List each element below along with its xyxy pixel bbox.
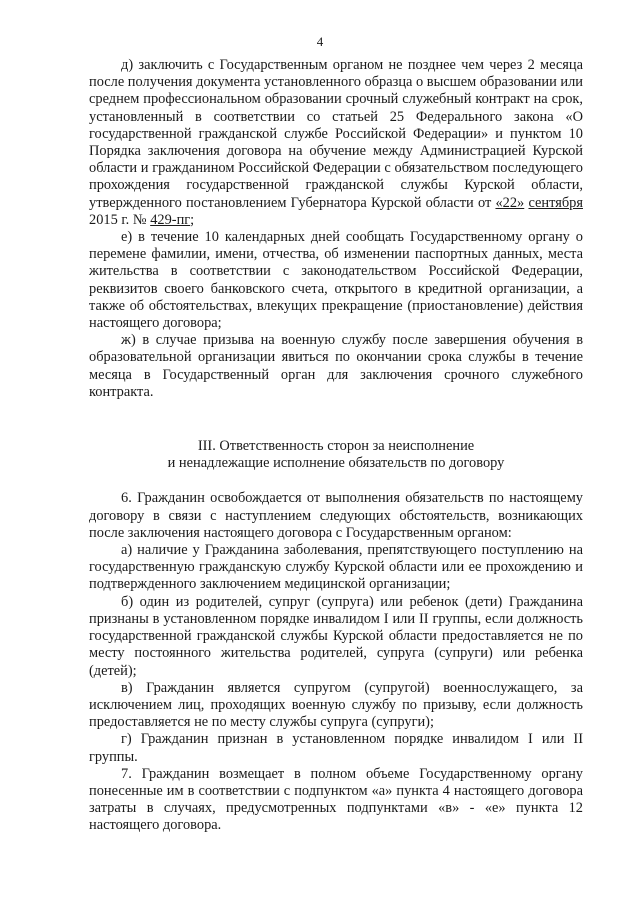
paragraph-d-text: д) заключить с Государственным органом не позднее чем через 2 месяца после получения документа установленного образца о высшем образовании или среднем профессиональном образовании срочный служебный контракт на срок, установленный в соответствии со статьей 25 Федерального закона «О государственной гражданской службе Российской Федерации» и пунктом 10 Порядка заключения договора на обучение между Администрацией Курской области и гражданином Российской Федерации с обязательством последующего прохождения государственной гражданской службы Курской области, утвержденного постановлением Губернатора Курской области от bbox=[89, 57, 583, 211]
paragraph-6: 6. Гражданин освобождается от выполнения обязательств по настоящему договору в связи с наступлением следующих обстоятельств, возникающих после заключения настоящего договора с Государственным органом: bbox=[89, 490, 583, 541]
paragraph-6g: г) Гражданин признан в установленном порядке инвалидом I или II группы. bbox=[89, 731, 583, 765]
paragraph-6b: б) один из родителей, супруг (супруга) или ребенок (дети) Гражданина признаны в установленном порядке инвалидом I или II группы, если должность государственной гражданской службы Курской области предоставляется не по месту постоянного жительства родителей, супруга (супруги) или ребенка (детей); bbox=[89, 593, 583, 679]
decree-date-day: «22» bbox=[495, 194, 525, 211]
paragraph-7: 7. Гражданин возмещает в полном объеме Государственному органу понесенные им в соответствии с подпунктом «а» пункта 4 настоящего договора затраты в случаях, предусмотренных подпунктами «в» - «е» пункта 12 настоящего договора. bbox=[89, 765, 583, 834]
paragraph-zh: ж) в случае призыва на военную службу после завершения обучения в образовательной организации явиться по окончании срока службы в течение месяца в Государственный орган для заключения срочного служебного контракта. bbox=[89, 332, 583, 400]
section-heading-line-2: и ненадлежащие исполнение обязательств по договору bbox=[167, 455, 505, 472]
section-heading bbox=[89, 438, 583, 472]
decree-number: 429-пг bbox=[150, 211, 191, 228]
paragraph-d bbox=[89, 57, 583, 229]
paragraph-d-end: ; bbox=[190, 211, 195, 228]
decree-date-year: 2015 г. № bbox=[89, 211, 151, 228]
page-number: 4 bbox=[316, 34, 324, 49]
document-body bbox=[89, 57, 583, 835]
paragraph-6a: а) наличие у Гражданина заболевания, препятствующего поступлению на государственную гражданскую службу Курской области или ее прохождению и подтвержденного заключением медицинской организации; bbox=[89, 542, 583, 593]
paragraph-e: е) в течение 10 календарных дней сообщать Государственному органу о перемене фамилии, имени, отчества, об изменении паспортных данных, места жительства в соответствии с законодательством Российской Федерации, реквизитов своего банковского счета, открытого в кредитной организации, а также об обстоятельствах, влекущих прекращение (приостановление) действия настоящего договора; bbox=[89, 229, 583, 332]
section-heading-line-1: III. Ответственность сторон за неисполнение bbox=[197, 438, 475, 455]
paragraph-6v: в) Гражданин является супругом (супругой) военнослужащего, за исключением лиц, проходящих военную службу по призыву, если должность предоставляется не по месту службы супруга (супруги); bbox=[89, 679, 583, 731]
decree-date-month: сентября bbox=[528, 194, 583, 211]
